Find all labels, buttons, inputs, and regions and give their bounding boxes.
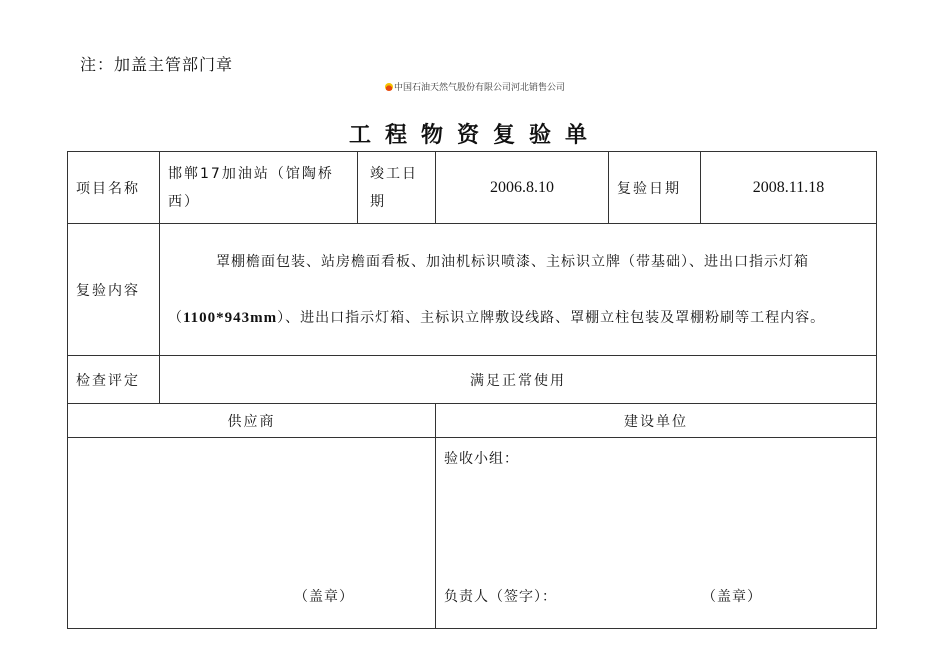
acceptance-group-label: 验收小组： xyxy=(444,451,519,467)
supplier-signature-cell xyxy=(68,438,436,629)
company-name: 中国石油天然气股份有限公司河北销售公司 xyxy=(393,83,565,93)
recheck-content-label: 复验内容 xyxy=(68,224,160,356)
recheck-date-label: 复验日期 xyxy=(609,152,701,224)
completion-date-value: 2006.8.10 xyxy=(436,152,609,224)
project-name-value: 邯郸17加油站（馆陶桥西） xyxy=(160,152,358,224)
project-name-label: 项目名称 xyxy=(68,152,160,224)
recheck-date-value: 2008.11.18 xyxy=(701,152,877,224)
evaluation-label: 检查评定 xyxy=(68,356,160,404)
builder-signature-cell xyxy=(436,438,877,629)
recheck-content-part2: ）、进出口指示灯箱、主标识立牌敷设线路、罩棚立柱包装及罩棚粉刷等工程内容。 xyxy=(277,309,826,326)
recheck-content-text xyxy=(168,234,868,346)
supplier-seal: （盖章） xyxy=(294,589,354,605)
signature-row xyxy=(68,438,877,629)
project-row xyxy=(68,152,877,224)
party-header-row xyxy=(68,404,877,438)
inspection-form-table xyxy=(67,151,877,629)
completion-date-label: 竣工日期 xyxy=(358,152,436,224)
note-text: 注：加盖主管部门章 xyxy=(80,55,234,74)
recheck-content-cell xyxy=(160,224,877,356)
evaluation-row xyxy=(68,356,877,404)
builder-seal: （盖章） xyxy=(702,589,762,605)
petrochina-logo-icon xyxy=(385,83,393,91)
content-row xyxy=(68,224,877,356)
recheck-content-part1: 罩棚檐面包装、站房檐面看板、加油机标识喷漆、主标识立牌（带基础）、进出口指示灯箱（ xyxy=(168,253,809,326)
company-header xyxy=(0,80,950,93)
responsible-signature-label: 负责人（签字）： xyxy=(444,589,557,605)
builder-header: 建设单位 xyxy=(436,404,877,438)
evaluation-value: 满足正常使用 xyxy=(160,356,877,404)
supplier-header: 供应商 xyxy=(68,404,436,438)
document-title: 工程物资复验单 xyxy=(348,123,601,148)
recheck-content-dims: 1100*943mm xyxy=(183,309,278,326)
